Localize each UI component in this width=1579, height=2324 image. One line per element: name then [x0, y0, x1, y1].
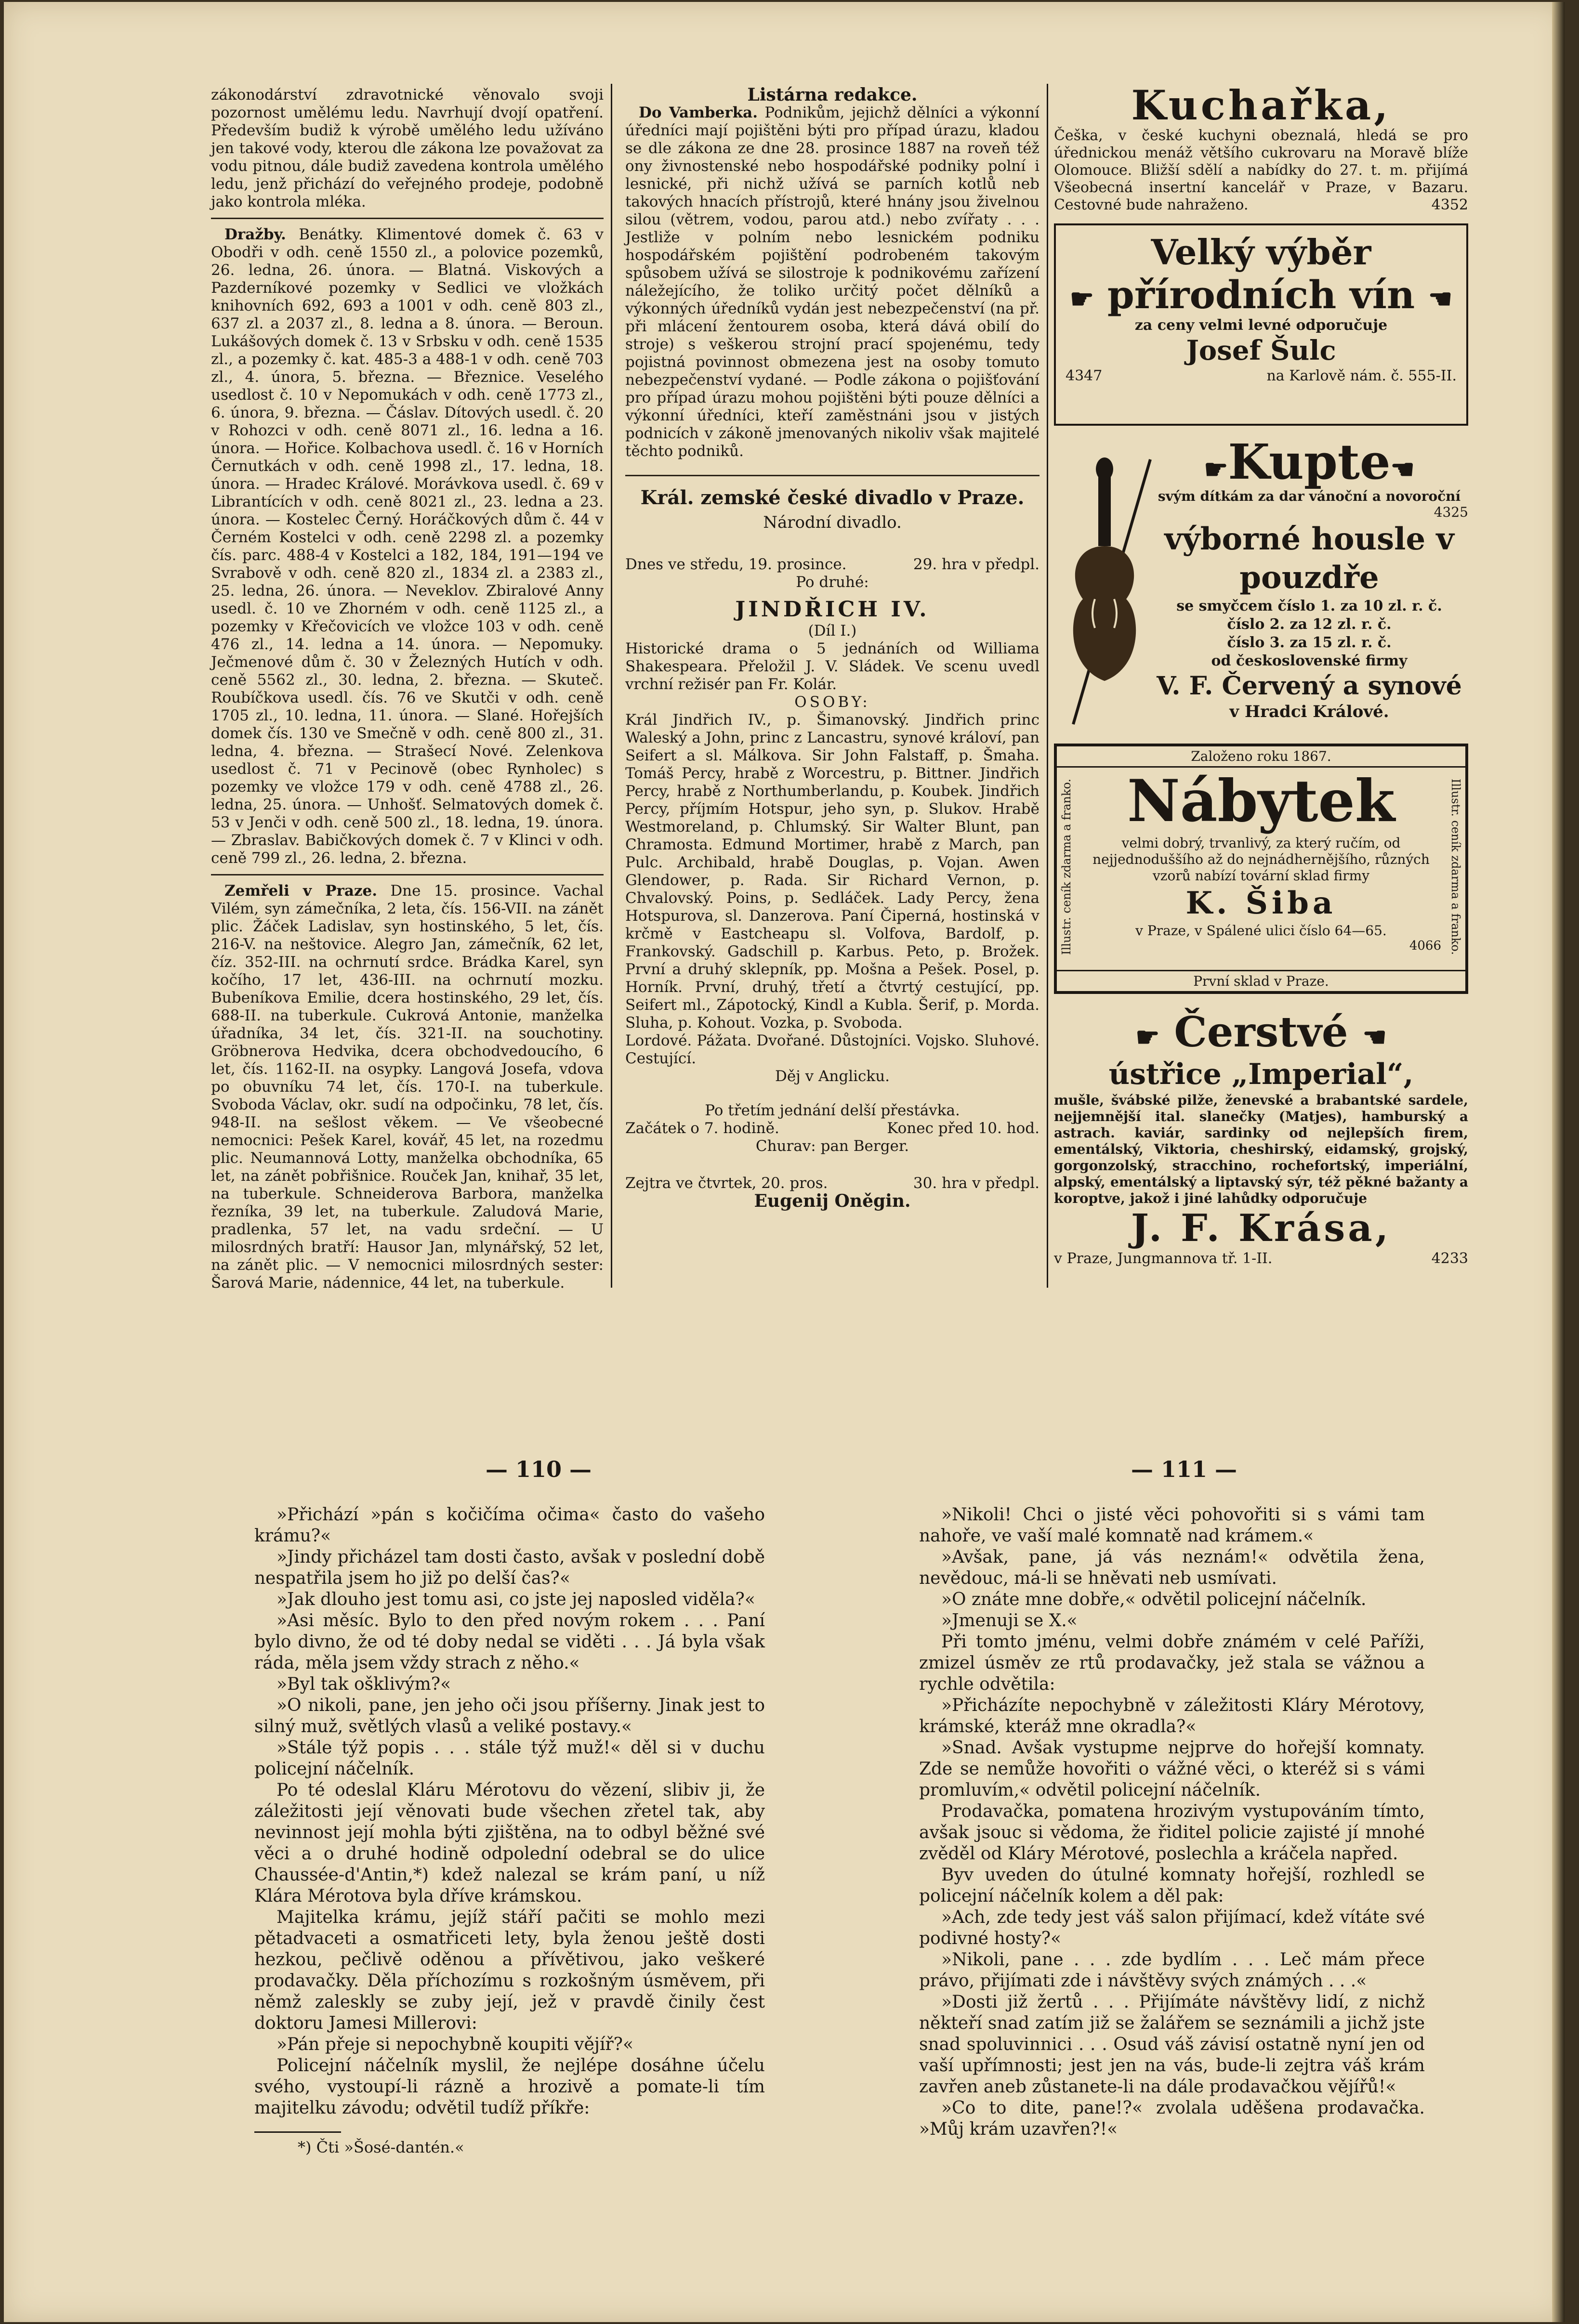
theatre-title: Král. zemské české divadlo v Praze.	[640, 486, 1025, 509]
sick-note: Churav: pan Berger.	[755, 1137, 909, 1155]
pointing-hand-icon: ☚	[1428, 283, 1453, 315]
theatre-subtitle: Národní divadlo.	[763, 513, 902, 532]
footnote-rule	[254, 2131, 341, 2133]
story-paragraph: »Nikoli, pane . . . zde bydlím . . . Leč mám přece právo, přijímati zde i návštěvy svých známých . . .«	[919, 1950, 1425, 1991]
ad-furniture-text: velmi dobrý, trvanlivý, za který ručím, od nejjednoduššího až do nejnádhernějšího, různých vzorů nabízí tovární sklad firmy	[1092, 835, 1430, 884]
ice-paragraph: zákonodárství zdravotnické věnovalo svoji pozornost umělému ledu. Navrhují dvojí opatření. Především budiž k výrobě umělého ledu užíváno jen takové vody, kterou dle zákona lze považovat za vodu pitnou, dále budiž zavedena kontrola umělého ledu, jenž přichází do veřejného prodeje, podobně jako kontrola mléka.	[211, 86, 604, 210]
column-rule	[611, 84, 612, 1288]
ad-wine-address: na Karlově nám. č. 555-II.	[1266, 367, 1457, 384]
subscription-number: 29. hra v předpl.	[913, 556, 1040, 573]
story-right	[919, 1504, 1425, 2140]
story-paragraph: »Jmenuji se X.«	[941, 1611, 1078, 1631]
story-paragraph: »Přichází »pán s kočičíma očima« často do vašeho krámu?«	[254, 1505, 765, 1546]
ad-oysters-footer	[1054, 1250, 1468, 1267]
story-paragraph: »Nikoli! Chci o jisté věci pohovořiti si s vámi tam nahoře, ve vaší malé komnatě nad krámem.«	[919, 1505, 1425, 1546]
ad-furniture-bottom: První sklad v Praze.	[1057, 970, 1465, 991]
pointing-hand-icon: ☛	[1204, 454, 1228, 485]
performance-date-row	[625, 556, 1040, 574]
ad-wine-seller: Josef Šulc	[1186, 335, 1336, 366]
story-paragraph: »Dosti již žertů . . . Přijímáte návštěvy lidí, z nichž někteří snad zatím již se žalářem se seznámili a jichž jste snad spoluvinnici . . . Osud váš závisí ostatně nyní jen od vaší upřímnosti; jest jen na vás, bude-li zejtra váš krám zavřen aneb zůstanete-li na dále prodavačkou vějířů!«	[919, 1992, 1425, 2097]
newspaper-page	[4, 2, 1565, 2322]
ad-wine-line1: Velký výběr	[1151, 232, 1371, 273]
ad-wine-title: přírodních vín	[1107, 272, 1415, 317]
story-paragraph: Byv uveden do útulné komnaty hořejší, rozhledl se policejní náčelník kolem a děl pak:	[919, 1865, 1425, 1906]
story-paragraph: »Snad. Avšak vystupme nejprve do hořejší komnaty. Zde se nemůže hovořiti o vážné věci, o kteréž si s vámi promluvím,« odvětil policejní náčelník.	[919, 1738, 1425, 1800]
auctions-text: Benátky. Klimentové domek č. 63 v Obodři v odh. ceně 1550 zl., a polovice pozemků, 26. ledna, 26. února. — Blatná. Viskových a Pazderníkové pozemky v Sedlici ve vložkách knihovních 692, 693 a 1001 v odh. ceně 803 zl., 637 zl. a 2037 zl., 8. ledna a 8. února. — Beroun. Lukášových domek č. 13 v Srbsku v odh. ceně 1535 zl., a pozemky č. kat. 485-3 a 488-1 v odh. ceně 703 zl., 4. února, 5. března. — Březnice. Veselého usedlost č. 10 v Nepomukách v odh. ceně 1773 zl., 6. února, 9. března. — Čáslav. Dítových usedl. č. 20 v Rohozci v odh. ceně 8071 zl., 16. ledna a 16. února. — Hořice. Kolbachova usedl. č. 16 v Horních Černutkách v odh. ceně 1998 zl., 17. ledna, 18. února. — Hradec Králové. Morávkova usedl. č. 69 v Librantících v odh. ceně 8021 zl., 23. ledna a 23. února. — Kostelec Černý. Horáčkových dům č. 44 v Černém Kostelci v odh. ceně 2298 zl. a pozemky čís. parc. 488-4 v Kostelci a 182, 184, 191—194 ve Svrabově v odh. ceně 820 zl., 1834 zl. a 2383 zl., 25. ledna, 26. února. — Neveklov. Zbiralové Anny usedl. č. 10 ve Zhorném v odh. ceně 1125 zl., a pozemky v Křečovicích ve vložce 103 v odh. ceně 476 zl., 14. ledna a 14. února. — Nepomuky. Ječmenové dům č. 30 v Železných Hutích v odh. ceně 5562 zl., 30. ledna, 2. března. — Skuteč. Roubíčkova usedl. čís. 76 ve Skutči v odh. ceně 1705 zl., 10. ledna, 11. února. — Slané. Hořejších domek čís. 130 ve Smečně v odh. ceně 800 zl., 31. ledna, 4. března. — Strašecí Nové. Zelenkova usedlost č. 71 v Pecinově (obec Rynholec) s pozemky ve vložce 179 v odh. ceně 4788 zl., 26. ledna, 25. února. — Unhošť. Selmatových domek č. 53 v Jenči v odh. ceně 500 zl., 18. ledna, 19. února. — Zbraslav. Babičkových domek č. 7 v Klinci v odh. ceně 799 zl., 26. ledna, 2. března.	[211, 226, 604, 867]
divider	[211, 218, 604, 219]
deaths-paragraph	[211, 882, 604, 1292]
story-paragraph: »Asi měsíc. Bylo to den před novým rokem . . . Paní bylo divno, že od té doby nedal se viděti . . . Já byla však ráda, měla jsem vždy strach z něho.«	[254, 1611, 765, 1673]
play-setting: Děj v Anglicku.	[775, 1068, 890, 1085]
ad-cook	[1054, 81, 1468, 213]
story-paragraph: Po té odeslal Kláru Mérotovu do vězení, slibiv ji, že záležitosti její věnovati bude všechen zřetel tak, aby nevinnost její mohla býti zjištěna, na to odbyl běžné své věci a o druhé hodině odpolední odebral se do ulice Chaussée-d'Antin,*) kdež nalezal se krám paní, u níž Klára Mérotova byla dříve krámskou.	[254, 1780, 765, 1906]
deaths-text: Dne 15. prosince. Vachal Vilém, syn zámečníka, 2 leta, čís. 156-VII. na zánět plic. Žáček Ladislav, syn hostinského, 5 let, čís. 216-V. na neštovice. Alegro Jan, zámečník, 62 let, číz. 352-III. na ochrnutí srdce. Brádka Karel, syn kočího, 17 let, 436-III. na ochrnutí mozku. Bubeníkova Emilie, dcera hostinského, 29 let, čís. 688-II. na tuberkule. Cukrová Antonie, manželka úřadníka, 34 let, čís. 321-II. na souchotiny. Gröbnerova Hedvika, dcera obchodvedoucího, 6 let, čís. 1162-II. na osypky. Langová Josefa, vdova po obuvníku 74 let, čís. 170-I. na tuberkule. Svoboda Václav, okr. sudí na odpočinku, 78 let, čís. 948-II. na sešlost věkem. — Ve všeobecné nemocnici: Pešek Karel, kovář, 45 let, na rozedmu plic. Neumannová Lotty, manželka obchodníka, 65 let, na zánět pobřišnice. Rouček Jan, knihař, 35 let, na tuberkule. Schneiderova Barbora, manželka řezníka, 39 let, na tuberkule. Zaludová Marie, pradlenka, 57 let, na vadu srdeční. — U milosrdných bratří: Hausor Jan, mlynářský, 52 let, na zánět plic. — V nemocnici milosrdných sester: Šarová Marie, nádennice, 44 let, na tuberkule.	[211, 882, 604, 1292]
ad-oysters	[1054, 1008, 1468, 1267]
ad-violin-product: výborné housle v pouzdře	[1164, 521, 1454, 596]
ad-violin-firm-intro: od československé firmy	[1211, 653, 1408, 669]
ad-cook-text: Češka, v české kuchyni obeznalá, hledá se pro úřednickou menáž většího cukrovaru na Moravě blíže Olomouce. Bližší sdělí a nabídky do 27. t. m. přijímá Všeobecná insertní kancelář v Praze, v Bazaru. Cestovné bude nahraženo.	[1054, 127, 1468, 213]
ad-furniture-side-right: Illustr. ceník zdarma a franko.	[1449, 778, 1462, 955]
pointing-hand-icon: ☛	[1135, 1021, 1160, 1053]
story-paragraph: »Avšak, pane, já vás neznám!« odvětila žena, nevědouc, má-li se hněvati neb usmívati.	[919, 1547, 1425, 1588]
story-left	[254, 1504, 765, 2158]
ad-oysters-address: v Praze, Jungmannova tř. 1-II.	[1054, 1250, 1273, 1267]
ad-violin-price3: číslo 3. za 15 zl. r. č.	[1227, 634, 1392, 651]
ad-oysters-title: Čerstvé	[1174, 1008, 1348, 1057]
play-description: Historické drama o 5 jednáních od Williama Shakespeara. Přeložil J. V. Sládek. Ve scenu uvedl vrchní režisér pan Fr. Kolár.	[625, 640, 1040, 693]
ad-furniture-title: Nábytek	[1127, 767, 1395, 835]
story-paragraph: »Stále týž popis . . . stále týž muž!« děl si v duchu policejní náčelník.	[254, 1738, 765, 1779]
ad-oysters-subtitle: ústřice „Imperial“,	[1108, 1058, 1414, 1091]
story-paragraph: »Přicházíte nepochybně v záležitosti Kláry Mérotovy, krámské, kteráž mne okradla?«	[919, 1696, 1425, 1736]
ad-oysters-firm: J. F. Krása,	[1131, 1206, 1392, 1250]
ad-oysters-line	[1054, 1008, 1468, 1057]
story-paragraph: »O nikoli, pane, jen jeho oči jsou příšerny. Jinak jest to silný muž, světlých vlasů a veliké postavy.«	[254, 1696, 765, 1736]
end-time: Konec před 10. hod.	[887, 1120, 1040, 1137]
ad-wine-footer	[1056, 367, 1466, 384]
deaths-title: Zemřeli v Praze.	[224, 882, 378, 900]
performance-date: Dnes ve středu, 19. prosince.	[625, 556, 847, 573]
next-play-title: Eugenij Oněgin.	[754, 1191, 911, 1211]
divider	[211, 874, 604, 875]
ad-oysters-number: 4233	[1431, 1250, 1468, 1267]
ad-violin	[1054, 435, 1468, 724]
story-paragraph: »O znáte mne dobře,« odvětil policejní náčelník.	[941, 1590, 1367, 1609]
ad-cook-number: 4352	[1431, 196, 1468, 213]
ad-furniture-number: 4066	[1409, 939, 1441, 953]
story-paragraph: Prodavačka, pomatena hrozivým vystupováním tímto, avšak jsouc si vědoma, že řiditel policie zajisté jí mnohé zvěděl od Kláry Mérotové, poslechla a kráčela napřed.	[919, 1802, 1425, 1864]
ad-violin-price1: se smyčcem číslo 1. za 10 zl. r. č.	[1176, 598, 1442, 614]
ad-cook-title: Kuchařka,	[1131, 81, 1391, 129]
intermission-note: Po třetím jednání delší přestávka.	[705, 1102, 960, 1119]
page-number-right: — 111 —	[1131, 1456, 1237, 1482]
ad-furniture-founded: Založeno roku 1867.	[1057, 746, 1465, 768]
story-paragraph: Při tomto jménu, velmi dobře známém v celé Paříži, zmizel úsměv ze rtů prodavačky, jež stala se vážnou a rychle odvětila:	[919, 1632, 1425, 1694]
auctions-paragraph	[211, 226, 604, 867]
story-paragraph: »Ach, zde tedy jest váš salon přijímací, kdež vítáte své podivné hosty?«	[919, 1907, 1425, 1948]
column-rule	[1047, 84, 1048, 1288]
cast-heading: OSOBY:	[794, 693, 870, 711]
pointing-hand-icon: ☛	[1069, 283, 1094, 315]
ad-furniture-side-left: Illustr. ceník zdarma a franko.	[1060, 778, 1073, 955]
play-part: (Díl I.)	[808, 622, 857, 640]
divider	[625, 475, 1040, 476]
story-paragraph: »Byl tak ošklivým?«	[276, 1674, 451, 1694]
footnote: *) Čti »Šosé-dantén.«	[298, 2138, 464, 2156]
cast-list: Král Jindřich IV., p. Šimanovský. Jindřich princ Waleský a John, princ z Lancastru, synové královí, pan Seifert a sl. Málkova. Sir John Falstaff, p. Šmaha. Tomáš Percy, hrabě z Worcestru, p. Bittner. Jindřich Percy, hrabě z Northumberlandu, p. Koubek. Jindřich Percy, příjmím Hotspur, jeho syn, p. Slukov. Hrabě Westmoreland, p. Chlumský. Sir Walter Blunt, pan Chramosta. Edmund Mortimer, hrabě z March, pan Pulc. Archibald, hrabě Douglas, p. Vojan. Awen Glendower, p. Rada. Sir Richard Vernon, p. Chvalovský. Poins, p. Sedláček. Lady Percy, žena Hotspurova, sl. Danzerova. Paní Čiperná, hostinská v krčmě v Eastcheapu sl. Volfova, Bardolf, p. Frankovský. Gadschill p. Karbus. Peto, p. Brožek. První a druhý sklepník, pp. Mošna a Pešek. Posel, p. Horník. První, druhý, třetí a čtvrtý cestující, pp. Seifert ml., Zápotocký, Kindl a Kubla. Šerif, p. Morda. Sluha, p. Kohout. Vozka, p. Svoboda.	[625, 711, 1040, 1031]
column-2	[625, 86, 1040, 1210]
ad-wine-line2	[1056, 273, 1466, 317]
start-time: Začátek o 7. hodině.	[625, 1120, 779, 1137]
extras: Lordové. Pážata. Dvořané. Důstojníci. Vojsko. Sluhové. Cestující.	[625, 1032, 1040, 1067]
ad-violin-intro: svým dítkám za dar vánoční a novoroční	[1158, 488, 1461, 504]
story-paragraph: »Pán přeje si nepochybně koupiti vějíř?«	[276, 2035, 634, 2054]
pointing-hand-icon: ☚	[1390, 454, 1415, 485]
ad-violin-firm: V. F. Červený a synové	[1157, 671, 1462, 701]
start-end-row	[625, 1120, 1040, 1137]
next-date: Zejtra ve čtvrtek, 20. pros.	[625, 1175, 828, 1192]
second-performance: Po druhé:	[796, 574, 869, 591]
ad-furniture-firm: K. Šiba	[1185, 885, 1337, 921]
ad-violin-title: Kupte	[1228, 433, 1391, 490]
play-title: JINDŘICH IV.	[735, 597, 930, 622]
story-paragraph: »Jindy přicházel tam dosti často, avšak v poslední době nespatřila jsem ho již po delší čas?«	[254, 1547, 765, 1588]
ad-oysters-text: mušle, švábské pilže, ženevské a brabantské sardele, nejjemnější ital. slanečky (Matjes), hamburský a astrach. kaviár, sardinky od nejlepších firem, ementálský, Viktoria, cheshirský, eidamský, grojský, gorgonzolský, stracchino, rochefortský, imperiální, alpský, ementálský a liptavský sýr, též pěkné bažanty a koroptve, jakož i jiné lahůdky odporučuje	[1054, 1092, 1468, 1206]
next-subscription: 30. hra v předpl.	[913, 1175, 1040, 1192]
ad-violin-city: v Hradci Králové.	[1229, 702, 1389, 721]
next-performance-row	[625, 1175, 1040, 1192]
ad-wine-number: 4347	[1066, 367, 1103, 384]
editorial-letters-lead: Do Vamberka.	[639, 104, 758, 121]
story-paragraph: Policejní náčelník myslil, že nejlépe dosáhne účelu svého, vystoupí-li rázně a hrozivě a pomate-li tím majitelku závodu; odvětil tudíž příkře:	[254, 2056, 765, 2118]
story-paragraph: »Jak dlouho jest tomu asi, co jste jej naposled viděla?«	[276, 1590, 755, 1609]
page-number-left: — 110 —	[486, 1456, 592, 1482]
ad-violin-number: 4325	[1434, 504, 1468, 520]
ad-furniture	[1054, 744, 1468, 994]
ad-violin-line	[1150, 435, 1468, 488]
column-1	[211, 86, 604, 1292]
ad-furniture-address: v Praze, v Spálené ulici číslo 64—65.	[1135, 923, 1387, 939]
ad-wine-line3: za ceny velmi levné odporučuje	[1134, 317, 1388, 334]
pointing-hand-icon: ☚	[1362, 1021, 1387, 1053]
story-paragraph: Majitelka krámu, jejíž stáří pačiti se mohlo mezi pětadvaceti a osmatřiceti lety, byla ženou ještě dosti hezkou, pečlivě oděnou a přívětivou, jako veškeré prodavačky. Děla příchozímu s rozkošným úsměvem, při němž zaleskly se zuby její, jež v pravdě činily čest doktoru Jamesi Millerovi:	[254, 1907, 765, 2033]
ad-wine	[1054, 223, 1468, 426]
story-paragraph: »Co to dite, pane!?« zvolala uděšena prodavačka. »Můj krám uzavřen?!«	[919, 2098, 1425, 2139]
ad-violin-price2: číslo 2. za 12 zl. r. č.	[1227, 616, 1392, 633]
editorial-letters-title: Listárna redakce.	[747, 85, 918, 105]
editorial-letters-text: Podnikům, jejichž dělníci a výkonní úředníci mají pojištěni býti pro případ úrazu, kladou se dle zákona ze dne 28. prosince 1887 na roveň též ony živnostenské nebo hospodářské podniky polní i lesnické, při nichž užívá se parních kotlů neb takových hnacích přístrojů, které hnány jsou živelnou silou (větrem, vodou, parou atd.) nebo zvířaty . . . Jestliže v polním nebo lesnickém podniku hospodářském pojištění podrobeném takovým spůsobem užívá se silostroje k podnikovému zařízení náležejícího, že toliko určitý počet dělníků a výkonných úředníků vydán jest nebezpečenství (na př. při mlácení žentourem osoba, která dává obilí do stroje) s veškerou strojní prací spojenému, tedy pojistná povinnost obmezena jest na osoby tomuto nebezpečenství vydané. — Podle zákona o pojišťování pro případ úrazu mohou pojištěni býti pouze dělníci a výkonní úředníci, kteří zaměstnáni jsou v jistých podnicích v zákoně jmenovaných nikoliv však majitelé těchto podniků.	[625, 104, 1040, 460]
editorial-letters-paragraph	[625, 104, 1040, 460]
page-edge	[1552, 2, 1565, 2322]
auctions-title: Dražby.	[224, 226, 286, 243]
